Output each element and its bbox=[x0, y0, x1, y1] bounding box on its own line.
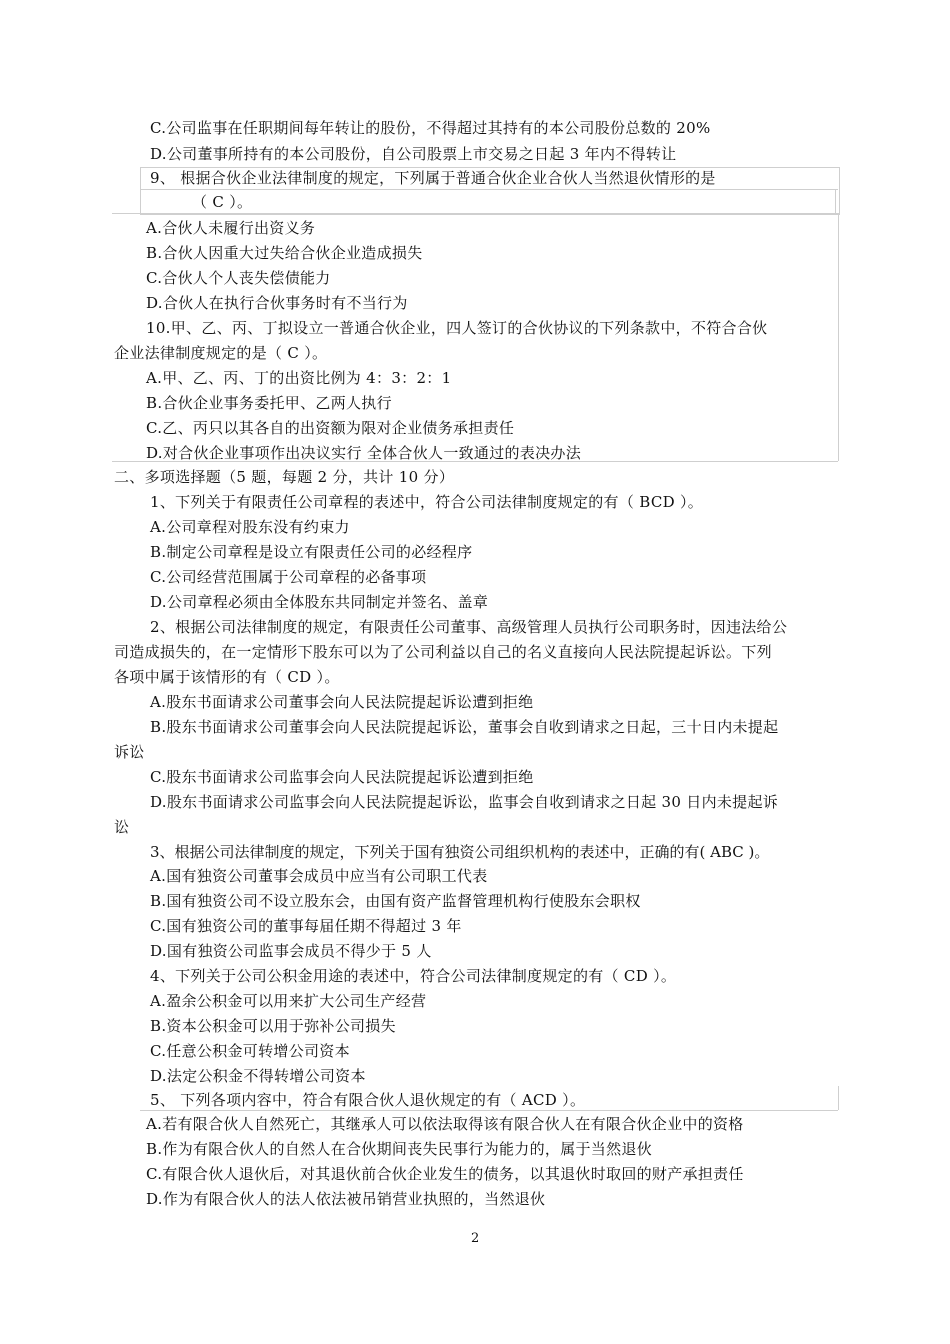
question-stem: 1、下列关于有限责任公司章程的表述中，符合公司法律制度规定的有（ BCD ）。 bbox=[150, 493, 704, 511]
option-line-cont: 诉讼 bbox=[114, 743, 145, 761]
option-line: C.国有独资公司的董事每届任期不得超过 3 年 bbox=[150, 917, 462, 935]
option-line: B.制定公司章程是设立有限责任公司的必经程序 bbox=[150, 543, 473, 561]
option-line: A.盈余公积金可以用来扩大公司生产经营 bbox=[150, 992, 427, 1010]
option-line: B.合伙企业事务委托甲、乙两人执行 bbox=[146, 394, 392, 412]
question-9-divider bbox=[140, 189, 838, 190]
question-9-answer: （ C ）。 bbox=[192, 193, 253, 211]
option-line: A.股东书面请求公司董事会向人民法院提起诉讼遭到拒绝 bbox=[150, 693, 534, 711]
option-line: C.合伙人个人丧失偿债能力 bbox=[146, 269, 331, 287]
option-line: A.合伙人未履行出资义务 bbox=[146, 219, 316, 237]
option-line: C.任意公积金可转增公司资本 bbox=[150, 1042, 350, 1060]
block-top-border bbox=[112, 213, 838, 214]
option-line: B.合伙人因重大过失给合伙企业造成损失 bbox=[146, 244, 423, 262]
option-line: B.股东书面请求公司董事会向人民法院提起诉讼，董事会自收到请求之日起，三十日内未提起 bbox=[150, 718, 779, 736]
option-line: C.股东书面请求公司监事会向人民法院提起诉讼遭到拒绝 bbox=[150, 768, 534, 786]
block-right-border bbox=[838, 213, 839, 461]
question-10-stem: 10.甲、乙、丙、丁拟设立一普通合伙企业，四人签订的合伙协议的下列条款中，不符合合伙 bbox=[146, 319, 768, 337]
option-line: B.国有独资公司不设立股东会，由国有资产监督管理机构行使股东会职权 bbox=[150, 892, 641, 910]
option-line: D.股东书面请求公司监事会向人民法院提起诉讼，监事会自收到请求之日起 30 日内未提起诉 bbox=[150, 793, 779, 811]
question-stem-cont: 司造成损失的，在一定情形下股东可以为了公司利益以自己的名义直接向人民法院提起诉讼。下列 bbox=[114, 643, 772, 661]
option-line: C.有限合伙人退伙后，对其退伙前合伙企业发生的债务，以其退伙时取回的财产承担责任 bbox=[146, 1165, 744, 1183]
option-line: D.合伙人在执行合伙事务时有不当行为 bbox=[146, 294, 408, 312]
question-stem-cont: 各项中属于该情形的有（ CD ）。 bbox=[114, 668, 340, 686]
option-line: D.国有独资公司监事会成员不得少于 5 人 bbox=[150, 942, 432, 960]
question-10-stem-cont: 企业法律制度规定的是（ C ）。 bbox=[114, 344, 328, 362]
question-9-stem: 9、 根据合伙企业法律制度的规定，下列属于普通合伙企业合伙人当然退伙情形的是 bbox=[150, 169, 716, 187]
question-9-inner-border bbox=[835, 189, 836, 213]
option-line: A.公司章程对股东没有约束力 bbox=[150, 518, 350, 536]
question-stem: 3、根据公司法律制度的规定，下列关于国有独资公司组织机构的表述中，正确的有( ABC )。 bbox=[150, 843, 770, 861]
option-line: C.公司经营范围属于公司章程的必备事项 bbox=[150, 568, 427, 586]
option-line: C.公司监事在任职期间每年转让的股份，不得超过其持有的本公司股份总数的 20% bbox=[150, 119, 711, 137]
section-heading: 二、多项选择题（5 题，每题 2 分，共计 10 分） bbox=[114, 468, 455, 486]
option-line-cont: 讼 bbox=[114, 818, 130, 836]
option-line: A.若有限合伙人自然死亡，其继承人可以依法取得该有限合伙人在有限合伙企业中的资格 bbox=[146, 1115, 744, 1133]
option-line: D.对合伙企业事项作出决议实行 全体合伙人一致通过的表决办法 bbox=[146, 444, 582, 462]
option-line: C.乙、丙只以其各自的出资额为限对企业债务承担责任 bbox=[146, 419, 515, 437]
option-line: B.资本公积金可以用于弥补公司损失 bbox=[150, 1017, 396, 1035]
option-line: A.国有独资公司董事会成员中应当有公司职工代表 bbox=[150, 867, 488, 885]
question-stem: 4、下列关于公司公积金用途的表述中，符合公司法律制度规定的有（ CD ）。 bbox=[150, 967, 677, 985]
option-line: D.作为有限合伙人的法人依法被吊销营业执照的，当然退伙 bbox=[146, 1190, 546, 1208]
q5-right-border bbox=[838, 1086, 839, 1110]
option-line: D.公司董事所持有的本公司股份，自公司股票上市交易之日起 3 年内不得转让 bbox=[150, 145, 677, 163]
option-line: D.法定公积金不得转增公司资本 bbox=[150, 1067, 366, 1085]
page-number: 2 bbox=[471, 1231, 480, 1246]
option-line: A.甲、乙、丙、丁的出资比例为 4：3：2：1 bbox=[146, 369, 452, 387]
question-stem: 5、 下列各项内容中，符合有限合伙人退伙规定的有（ ACD ）。 bbox=[150, 1091, 586, 1109]
option-line: D.公司章程必须由全体股东共同制定并签名、盖章 bbox=[150, 593, 489, 611]
question-stem: 2、根据公司法律制度的规定，有限责任公司董事、高级管理人员执行公司职务时，因违法给公 bbox=[150, 618, 788, 636]
option-line: B.作为有限合伙人的自然人在合伙期间丧失民事行为能力的，属于当然退伙 bbox=[146, 1140, 652, 1158]
q5-bottom-border bbox=[140, 1110, 838, 1111]
